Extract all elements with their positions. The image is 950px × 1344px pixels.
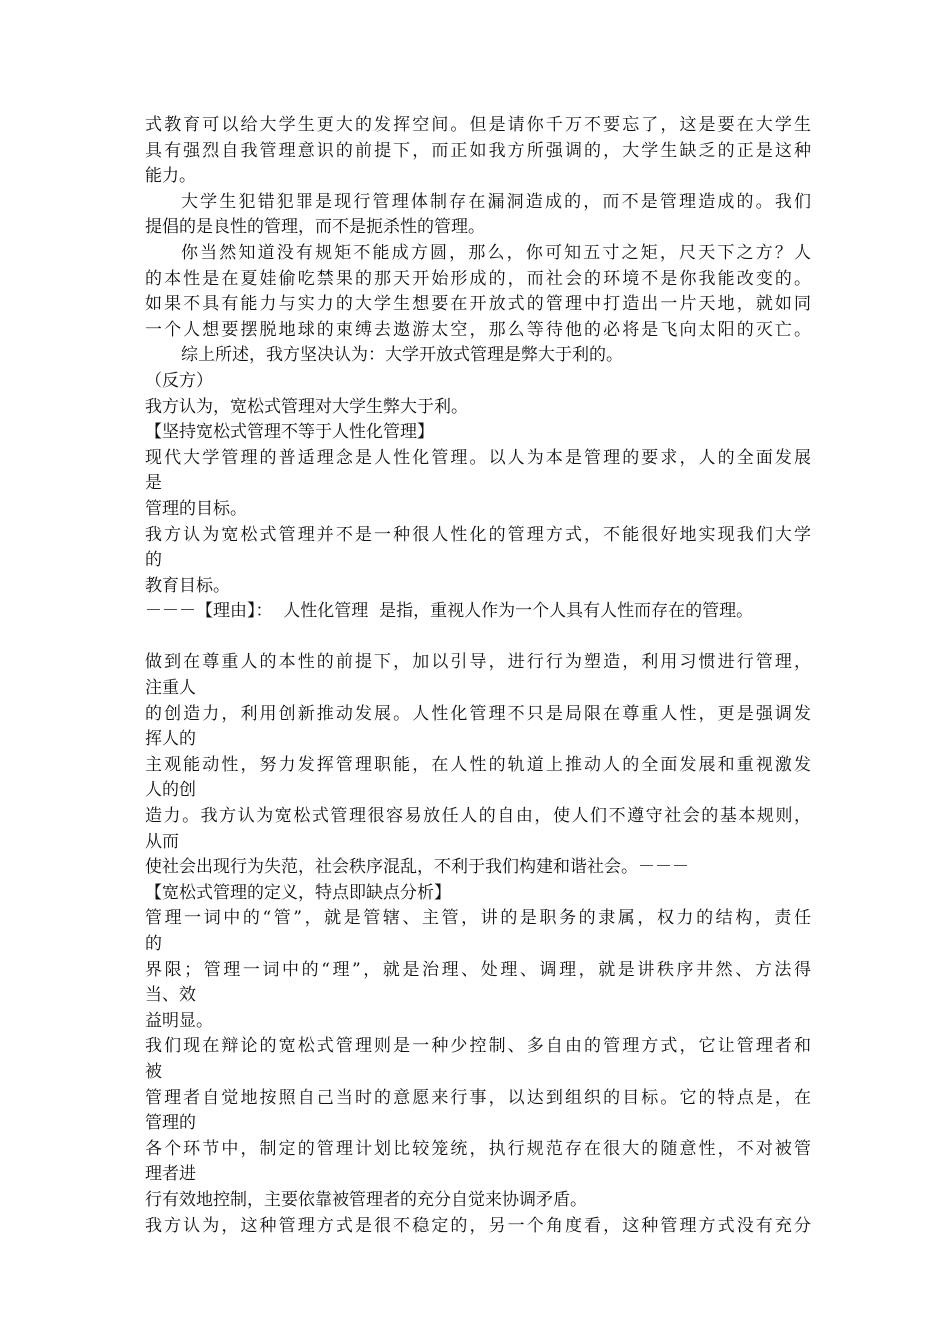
text-line: 人的创: [145, 780, 196, 801]
text-line: 各个环节中，制定的管理计划比较笼统，执行规范存在很大的随意性，不对被管: [145, 1138, 811, 1159]
text-line: 提倡的是良性的管理，而不是扼杀性的管理。: [145, 217, 485, 238]
text-line: 益明显。: [145, 1010, 213, 1031]
text-line: 的创造力，利用创新推动发展。人性化管理不只是局限在尊重人性，更是强调发: [145, 703, 811, 724]
document-page: [145, 113, 811, 1239]
text-line: 我方认为，这种管理方式是很不稳定的，另一个角度看，这种管理方式没有充分: [145, 1215, 811, 1236]
text-line: 界限；管理一词中的“理”，就是治理、处理、调理，就是讲秩序井然、方法得: [145, 959, 811, 980]
text-line: 综上所述，我方坚决认为：大学开放式管理是弊大于利的。: [181, 345, 623, 366]
text-line: 现代大学管理的普适理念是人性化管理。以人为本是管理的要求，人的全面发展: [145, 447, 811, 468]
text-line: 你当然知道没有规矩不能成方圆，那么，你可知五寸之矩，尺天下之方？人: [181, 242, 811, 263]
text-line: 理者进: [145, 1164, 196, 1185]
text-line: 管理的: [145, 1113, 196, 1134]
text-line: 被: [145, 1061, 162, 1082]
text-line: 管理者自觉地按照自己当时的意愿来行事，以达到组织的目标。它的特点是，在: [145, 1087, 811, 1108]
text-line: 从而: [145, 831, 179, 852]
text-line: 教育目标。: [145, 575, 230, 596]
text-line: 是: [145, 473, 162, 494]
text-line: 管理的目标。: [145, 498, 247, 519]
text-line: 的: [145, 934, 162, 954]
text-line: 挥人的: [145, 729, 196, 750]
text-line: 具有强烈自我管理意识的前提下，而正如我方所强调的，大学生缺乏的正是这种: [145, 140, 811, 161]
text-line: 我方认为，宽松式管理对大学生弊大于利。: [145, 396, 468, 417]
text-line: 行有效地控制，主要依靠被管理者的充分自觉来协调矛盾。: [145, 1189, 587, 1210]
text-line: 当、效: [145, 985, 196, 1006]
section-heading: 【宽松式管理的定义，特点即缺点分析】: [145, 882, 451, 903]
text-line: 大学生犯错犯罪是现行管理体制存在漏洞造成的，而不是管理造成的。我们: [181, 191, 811, 212]
text-line: 式教育可以给大学生更大的发挥空间。但是请你千万不要忘了，这是要在大学生: [145, 115, 811, 135]
blank-line: [145, 625, 811, 651]
text-line: 如果不具有能力与实力的大学生想要在开放式的管理中打造出一片天地，就如同: [145, 294, 811, 315]
text-line: －－－【理由】： 人性化管理 是指，重视人作为一个人具有人性而存在的管理。: [145, 601, 754, 622]
text-line: 的: [145, 550, 162, 571]
text-line: 能力。: [145, 166, 196, 187]
text-line: 注重人: [145, 678, 196, 699]
text-line: 管理一词中的“管”，就是管辖、主管，讲的是职务的隶属，权力的结构，责任: [145, 908, 811, 929]
text-line: 主观能动性，努力发挥管理职能，在人性的轨道上推动人的全面发展和重视激发: [145, 754, 811, 775]
text-line: 做到在尊重人的本性的前提下，加以引导，进行行为塑造，利用习惯进行管理，: [145, 652, 811, 673]
section-heading: 【坚持宽松式管理不等于人性化管理】: [145, 422, 434, 443]
text-line: 我们现在辩论的宽松式管理则是一种少控制、多自由的管理方式，它让管理者和: [145, 1036, 811, 1057]
text-line: 的本性是在夏娃偷吃禁果的那天开始形成的，而社会的环境不是你我能改变的。: [145, 268, 811, 289]
text-line: 一个人想要摆脱地球的束缚去遨游太空，那么等待他的必将是飞向太阳的灭亡。: [145, 319, 811, 340]
text-line: 造力。我方认为宽松式管理很容易放任人的自由，使人们不遵守社会的基本规则，: [145, 806, 811, 827]
text-line: 使社会出现行为失范，社会秩序混乱，不利于我们构建和谐社会。－－－: [145, 857, 689, 878]
text-line: 我方认为宽松式管理并不是一种很人性化的管理方式，不能很好地实现我们大学: [145, 524, 811, 545]
section-heading: （反方）: [145, 370, 213, 391]
